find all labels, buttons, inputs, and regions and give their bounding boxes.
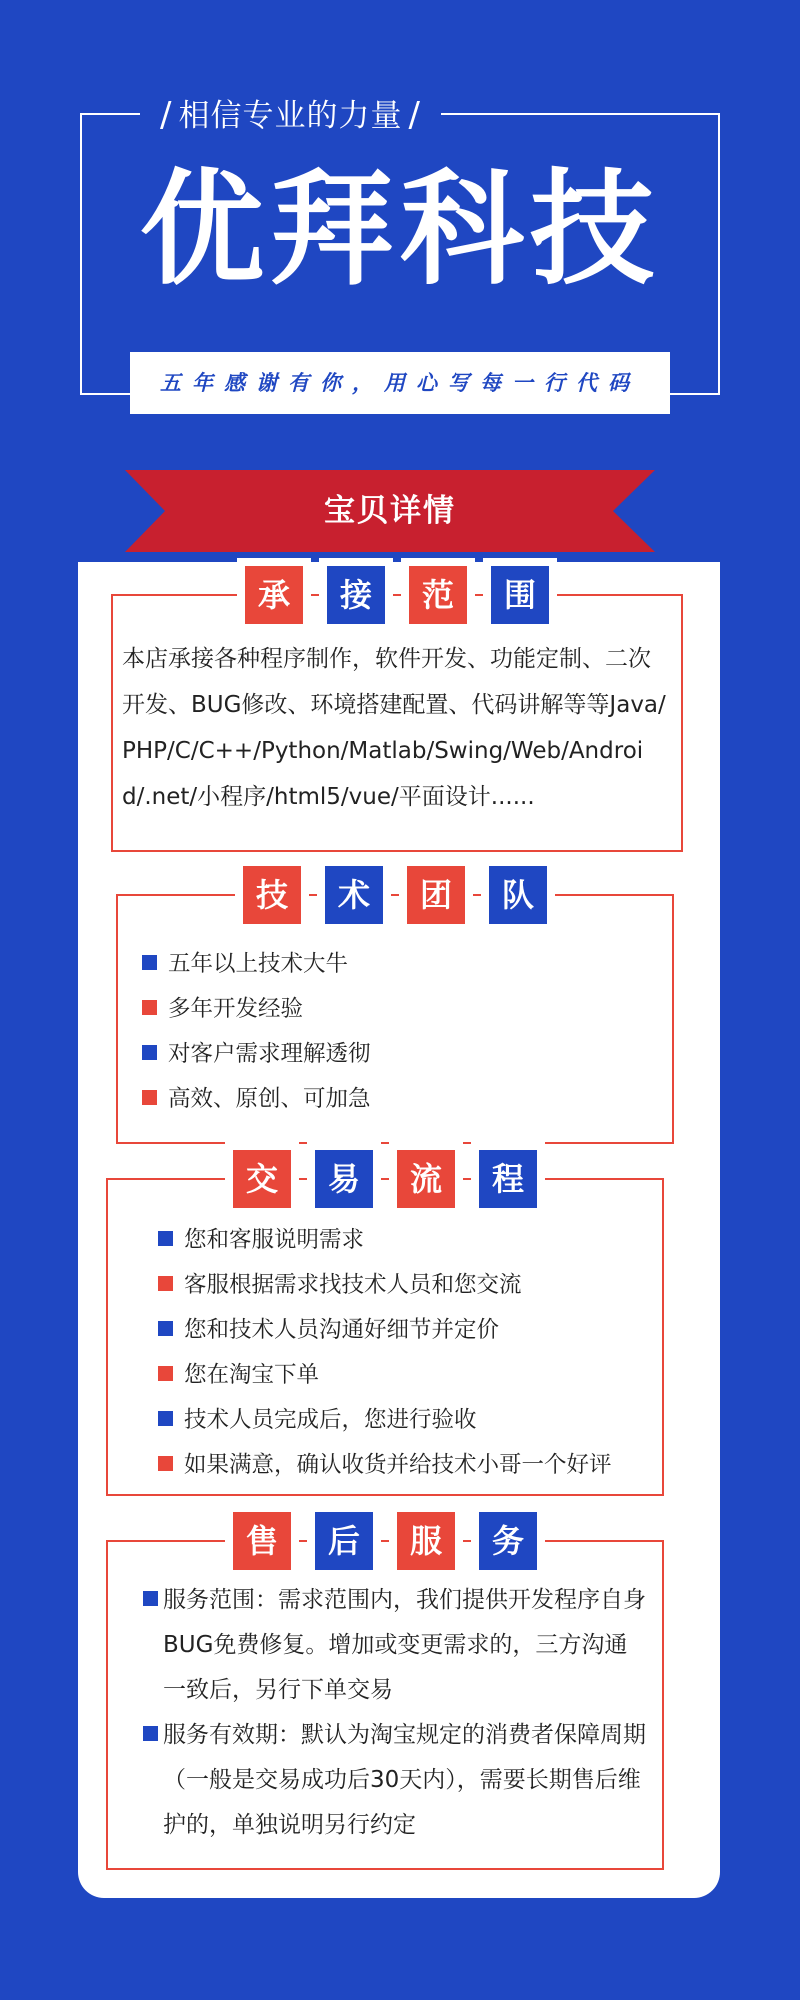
- bullet-square-icon: [158, 1366, 173, 1381]
- list-item-text: 高效、原创、可加急: [168, 1086, 371, 1112]
- ribbon-banner: [125, 468, 655, 554]
- process-tile: 交: [233, 1150, 291, 1208]
- section-after-sales: [106, 1522, 664, 1870]
- scope-tile: 围: [491, 566, 549, 624]
- bullet-square-icon: [158, 1321, 173, 1336]
- list-item-text: 您和技术人员沟通好细节并定价: [184, 1317, 500, 1343]
- team-tile: 术: [325, 866, 383, 924]
- process-title: [108, 1150, 662, 1208]
- bullet-square-icon: [142, 955, 157, 970]
- bullet-square-icon: [142, 1000, 157, 1015]
- list-item: [158, 1353, 612, 1398]
- team-tile: 团: [407, 866, 465, 924]
- bullet-square-icon: [158, 1231, 173, 1246]
- list-item: [142, 987, 371, 1032]
- list-item: [142, 1032, 371, 1077]
- process-list: [158, 1218, 612, 1488]
- list-item: [142, 942, 371, 987]
- after-sales-list: [143, 1578, 649, 1848]
- section-process: [106, 1160, 664, 1496]
- bullet-square-icon: [142, 1045, 157, 1060]
- list-item: [158, 1218, 612, 1263]
- list-item: [158, 1263, 612, 1308]
- bullet-square-icon: [158, 1276, 173, 1291]
- after-sales-tile: 售: [233, 1512, 291, 1570]
- bullet-square-icon: [158, 1411, 173, 1426]
- scope-tile: 接: [327, 566, 385, 624]
- scope-title: [113, 566, 681, 624]
- list-item-text: 多年开发经验: [168, 996, 304, 1022]
- list-item-text: 服务有效期：默认为淘宝规定的消费者保障周期（一般是交易成功后30天内），需要长期售后维护的，单独说明另行约定: [163, 1722, 646, 1838]
- ribbon-title: 宝贝详情: [324, 493, 456, 529]
- list-item-text: 服务范围：需求范围内，我们提供开发程序自身BUG免费修复。增加或变更需求的，三方沟通一致后，另行下单交易: [163, 1587, 646, 1703]
- tagline: [140, 90, 441, 140]
- brand-title: 优拜科技: [139, 158, 660, 302]
- content-card: [78, 562, 720, 1898]
- after-sales-title: [108, 1512, 662, 1570]
- scope-text: 本店承接各种程序制作，软件开发、功能定制、二次开发、BUG修改、环境搭建配置、代码讲解等等Java/PHP/C/C++/Python/Matlab/Swing/Web/Android/.net/小程序/html5/vue/平面设计......: [122, 646, 666, 810]
- scope-tile: 范: [409, 566, 467, 624]
- after-sales-tile: 后: [315, 1512, 373, 1570]
- process-tile: 程: [479, 1150, 537, 1208]
- slash-right-icon: /: [408, 95, 421, 135]
- team-list: [142, 942, 371, 1122]
- list-item: [158, 1443, 612, 1488]
- list-item: [143, 1578, 649, 1713]
- list-item: [143, 1713, 649, 1848]
- slash-left-icon: /: [160, 95, 173, 135]
- bullet-square-icon: [143, 1591, 158, 1606]
- section-team: [116, 876, 674, 1144]
- slogan: 五年感谢有你，用心写每一行代码: [130, 352, 670, 414]
- after-sales-tile: 服: [397, 1512, 455, 1570]
- list-item: [158, 1398, 612, 1443]
- list-item-text: 如果满意，确认收货并给技术小哥一个好评: [184, 1452, 612, 1478]
- section-scope: [111, 576, 683, 852]
- team-tile: 技: [243, 866, 301, 924]
- bullet-square-icon: [143, 1726, 158, 1741]
- process-tile: 易: [315, 1150, 373, 1208]
- list-item-text: 五年以上技术大牛: [168, 951, 349, 977]
- list-item: [142, 1077, 371, 1122]
- tagline-text: 相信专业的力量: [178, 98, 403, 134]
- list-item: [158, 1308, 612, 1353]
- team-tile: 队: [489, 866, 547, 924]
- process-tile: 流: [397, 1150, 455, 1208]
- after-sales-tile: 务: [479, 1512, 537, 1570]
- list-item-text: 技术人员完成后，您进行验收: [184, 1407, 477, 1433]
- team-title: [118, 866, 672, 924]
- list-item-text: 对客户需求理解透彻: [168, 1041, 371, 1067]
- scope-tile: 承: [245, 566, 303, 624]
- list-item-text: 您在淘宝下单: [184, 1362, 320, 1388]
- bullet-square-icon: [142, 1090, 157, 1105]
- bullet-square-icon: [158, 1456, 173, 1471]
- list-item-text: 您和客服说明需求: [184, 1227, 365, 1253]
- list-item-text: 客服根据需求找技术人员和您交流: [184, 1272, 522, 1298]
